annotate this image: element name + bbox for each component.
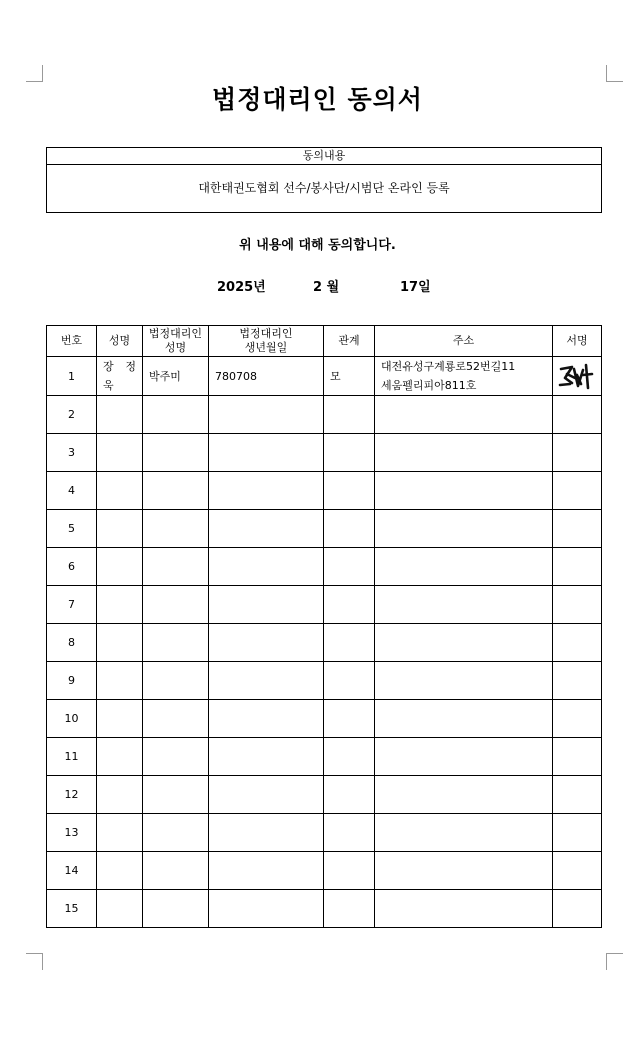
- signature-image: [557, 360, 597, 390]
- cell-empty: [553, 890, 602, 928]
- cell-empty: [375, 624, 553, 662]
- cell-empty: [97, 852, 143, 890]
- row-guardian-birth: 780708: [209, 357, 324, 396]
- cell-empty: [324, 396, 375, 434]
- date-day: 17일: [400, 280, 431, 295]
- cell-empty: [324, 472, 375, 510]
- table-row: [47, 776, 602, 814]
- row-num: 9: [47, 662, 97, 700]
- corner-mark-bottom-left: [26, 953, 43, 970]
- header-num: 번호: [47, 326, 97, 357]
- cell-empty: [209, 586, 324, 624]
- row-num: 12: [47, 776, 97, 814]
- cell-empty: [209, 510, 324, 548]
- row-address-line2: 세움펠리피아811호: [381, 379, 477, 392]
- cell-empty: [553, 624, 602, 662]
- table-row: [47, 548, 602, 586]
- cell-empty: [324, 814, 375, 852]
- cell-empty: [375, 586, 553, 624]
- row-num: 1: [47, 357, 97, 396]
- table-row: [47, 700, 602, 738]
- row-num: 15: [47, 890, 97, 928]
- cell-empty: [324, 852, 375, 890]
- cell-empty: [97, 510, 143, 548]
- header-guardian-name: [143, 326, 209, 357]
- table-row: [47, 396, 602, 434]
- row-num: 7: [47, 586, 97, 624]
- table-row: [47, 434, 602, 472]
- cell-empty: [553, 776, 602, 814]
- cell-empty: [209, 396, 324, 434]
- cell-empty: [375, 700, 553, 738]
- cell-empty: [209, 548, 324, 586]
- cell-empty: [553, 814, 602, 852]
- document-title: 법정대리인 동의서: [212, 85, 423, 114]
- date-year: 2025년: [217, 280, 266, 295]
- cell-empty: [324, 890, 375, 928]
- row-address: [375, 357, 553, 396]
- cell-empty: [209, 700, 324, 738]
- row-num: 5: [47, 510, 97, 548]
- cell-empty: [375, 814, 553, 852]
- row-num: 13: [47, 814, 97, 852]
- date-month: 2 월: [313, 280, 340, 295]
- cell-empty: [97, 396, 143, 434]
- cell-empty: [143, 396, 209, 434]
- cell-empty: [375, 434, 553, 472]
- cell-empty: [209, 662, 324, 700]
- cell-empty: [209, 890, 324, 928]
- table-header-row: [47, 326, 602, 357]
- table-row: [47, 852, 602, 890]
- cell-empty: [553, 700, 602, 738]
- row-signature: [553, 357, 602, 396]
- cell-empty: [97, 890, 143, 928]
- cell-empty: [553, 548, 602, 586]
- cell-empty: [209, 472, 324, 510]
- cell-empty: [324, 662, 375, 700]
- row-num: 3: [47, 434, 97, 472]
- cell-empty: [553, 852, 602, 890]
- consent-content-body: 대한태권도협회 선수/봉사단/시범단 온라인 등록: [198, 181, 450, 195]
- cell-empty: [97, 586, 143, 624]
- agree-statement: 위 내용에 대해 동의합니다.: [239, 238, 396, 253]
- cell-empty: [553, 662, 602, 700]
- header-guardian-birth-text: 법정대리인 생년월일: [239, 327, 293, 354]
- row-name: 장 정 욱: [97, 357, 143, 396]
- table-row: [47, 662, 602, 700]
- row-num: 2: [47, 396, 97, 434]
- table-row: [47, 738, 602, 776]
- cell-empty: [324, 586, 375, 624]
- cell-empty: [143, 624, 209, 662]
- cell-empty: [553, 586, 602, 624]
- consent-content-header: 동의내용: [47, 148, 601, 165]
- cell-empty: [143, 472, 209, 510]
- cell-empty: [97, 472, 143, 510]
- cell-empty: [209, 776, 324, 814]
- cell-empty: [209, 624, 324, 662]
- cell-empty: [375, 738, 553, 776]
- row-num: 8: [47, 624, 97, 662]
- row-num: 14: [47, 852, 97, 890]
- cell-empty: [324, 624, 375, 662]
- cell-empty: [324, 776, 375, 814]
- cell-empty: [97, 624, 143, 662]
- cell-empty: [209, 434, 324, 472]
- cell-empty: [324, 510, 375, 548]
- header-address: 주소: [375, 326, 553, 357]
- cell-empty: [375, 472, 553, 510]
- corner-mark-bottom-right: [606, 953, 623, 970]
- cell-empty: [97, 662, 143, 700]
- cell-empty: [97, 738, 143, 776]
- cell-empty: [375, 548, 553, 586]
- cell-empty: [97, 548, 143, 586]
- guardian-consent-table: [46, 325, 602, 928]
- cell-empty: [97, 814, 143, 852]
- header-name: 성명: [97, 326, 143, 357]
- cell-empty: [553, 396, 602, 434]
- cell-empty: [143, 852, 209, 890]
- table-row: [47, 814, 602, 852]
- cell-empty: [97, 434, 143, 472]
- cell-empty: [553, 510, 602, 548]
- header-guardian-name-text: 법정대리인 성명: [148, 327, 203, 354]
- cell-empty: [375, 776, 553, 814]
- cell-empty: [143, 814, 209, 852]
- cell-empty: [143, 738, 209, 776]
- cell-empty: [375, 396, 553, 434]
- header-relation: 관계: [324, 326, 375, 357]
- cell-empty: [143, 548, 209, 586]
- row-address-line1: 대전유성구계룡로52번길11: [381, 360, 516, 373]
- row-num: 10: [47, 700, 97, 738]
- table-row: [47, 624, 602, 662]
- cell-empty: [143, 700, 209, 738]
- header-guardian-birth: [209, 326, 324, 357]
- row-num: 6: [47, 548, 97, 586]
- cell-empty: [143, 776, 209, 814]
- cell-empty: [553, 738, 602, 776]
- cell-empty: [143, 434, 209, 472]
- cell-empty: [324, 434, 375, 472]
- cell-empty: [209, 814, 324, 852]
- cell-empty: [375, 890, 553, 928]
- row-guardian-name: 박주미: [143, 357, 209, 396]
- cell-empty: [143, 890, 209, 928]
- cell-empty: [209, 852, 324, 890]
- consent-content-box: [46, 147, 602, 213]
- cell-empty: [375, 510, 553, 548]
- cell-empty: [553, 472, 602, 510]
- cell-empty: [97, 776, 143, 814]
- cell-empty: [97, 700, 143, 738]
- header-signature: 서명: [553, 326, 602, 357]
- row-num: 4: [47, 472, 97, 510]
- table-row: [47, 890, 602, 928]
- cell-empty: [375, 662, 553, 700]
- row-num: 11: [47, 738, 97, 776]
- table-row: [47, 510, 602, 548]
- cell-empty: [143, 662, 209, 700]
- cell-empty: [324, 738, 375, 776]
- cell-empty: [143, 510, 209, 548]
- cell-empty: [324, 700, 375, 738]
- table-row: [47, 586, 602, 624]
- cell-empty: [209, 738, 324, 776]
- cell-empty: [143, 586, 209, 624]
- cell-empty: [375, 852, 553, 890]
- table-row: [47, 472, 602, 510]
- row-relation: 모: [324, 357, 375, 396]
- cell-empty: [553, 434, 602, 472]
- table-row: [47, 357, 602, 396]
- cell-empty: [324, 548, 375, 586]
